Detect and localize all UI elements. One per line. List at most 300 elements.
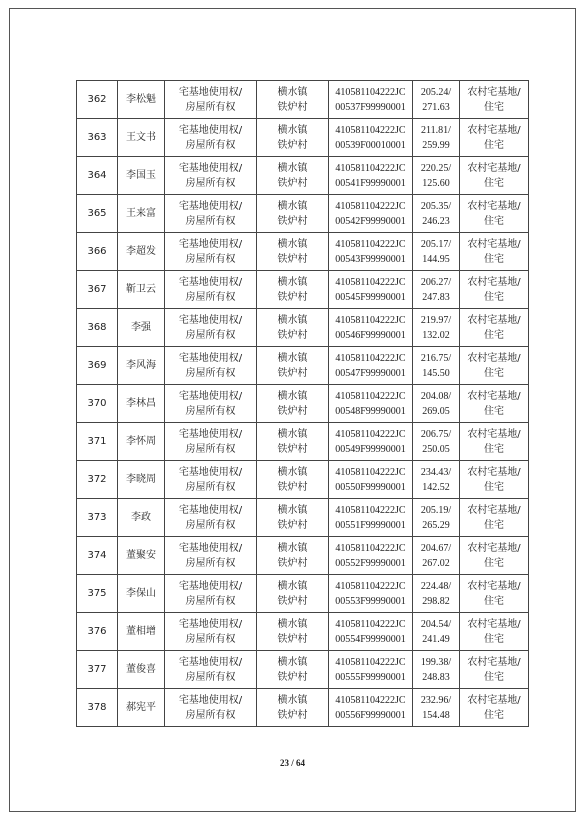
owner-name-cell: 李松魁 bbox=[118, 81, 165, 119]
location-cell bbox=[257, 271, 329, 309]
area-value-line: 204.54/ bbox=[420, 618, 452, 630]
land-usage-cell bbox=[460, 537, 529, 575]
unit-code-line: 410581104222JC bbox=[335, 428, 406, 440]
unit-code-line: 410581104222JC bbox=[335, 352, 406, 364]
row-number-cell: 369 bbox=[77, 347, 118, 385]
land-usage-cell bbox=[460, 499, 529, 537]
location-cell bbox=[257, 651, 329, 689]
location-line: 横水镇 bbox=[277, 200, 308, 212]
table-row bbox=[77, 347, 529, 385]
table-row bbox=[77, 537, 529, 575]
location-line: 铁炉村 bbox=[277, 633, 308, 645]
area-value-line: 204.08/ bbox=[420, 390, 452, 402]
location-cell bbox=[257, 119, 329, 157]
right-type-line: 房屋所有权 bbox=[185, 291, 236, 303]
area-value-line: 250.05 bbox=[422, 443, 450, 455]
location-line: 铁炉村 bbox=[277, 253, 308, 265]
right-type-line: 宅基地使用权/ bbox=[178, 200, 243, 212]
area-value-line: 298.82 bbox=[422, 595, 450, 607]
right-type-cell bbox=[165, 195, 257, 233]
land-usage-line: 农村宅基地/ bbox=[467, 124, 521, 136]
area-value-line: 267.02 bbox=[422, 557, 450, 569]
land-usage-cell bbox=[460, 195, 529, 233]
unit-code-cell bbox=[329, 537, 413, 575]
land-usage-cell bbox=[460, 423, 529, 461]
location-line: 铁炉村 bbox=[277, 291, 308, 303]
location-line: 铁炉村 bbox=[277, 367, 308, 379]
location-line: 铁炉村 bbox=[277, 671, 308, 683]
unit-code-line: 00555F99990001 bbox=[335, 671, 406, 683]
document-page bbox=[9, 8, 576, 812]
area-value-line: 247.83 bbox=[422, 291, 450, 303]
right-type-line: 宅基地使用权/ bbox=[178, 580, 243, 592]
area-value-line: 232.96/ bbox=[420, 694, 452, 706]
land-usage-cell bbox=[460, 271, 529, 309]
unit-code-line: 410581104222JC bbox=[335, 466, 406, 478]
land-usage-cell bbox=[460, 81, 529, 119]
land-usage-cell bbox=[460, 651, 529, 689]
area-value-line: 269.05 bbox=[422, 405, 450, 417]
right-type-line: 房屋所有权 bbox=[185, 329, 236, 341]
location-line: 横水镇 bbox=[277, 694, 308, 706]
table-row bbox=[77, 689, 529, 727]
right-type-cell bbox=[165, 689, 257, 727]
land-usage-line: 住宅 bbox=[484, 557, 504, 569]
right-type-line: 宅基地使用权/ bbox=[178, 238, 243, 250]
unit-code-cell bbox=[329, 119, 413, 157]
land-usage-line: 住宅 bbox=[484, 215, 504, 227]
right-type-line: 宅基地使用权/ bbox=[178, 86, 243, 98]
table-row bbox=[77, 461, 529, 499]
area-value-line: 204.67/ bbox=[420, 542, 452, 554]
unit-code-cell bbox=[329, 233, 413, 271]
unit-code-line: 410581104222JC bbox=[335, 390, 406, 402]
right-type-cell bbox=[165, 499, 257, 537]
area-value-line: 271.63 bbox=[422, 101, 450, 113]
table-row bbox=[77, 613, 529, 651]
right-type-line: 房屋所有权 bbox=[185, 253, 236, 265]
table-row bbox=[77, 309, 529, 347]
row-number-cell: 365 bbox=[77, 195, 118, 233]
land-usage-line: 住宅 bbox=[484, 101, 504, 113]
location-line: 横水镇 bbox=[277, 504, 308, 516]
land-usage-line: 农村宅基地/ bbox=[467, 390, 521, 402]
right-type-line: 房屋所有权 bbox=[185, 215, 236, 227]
location-cell bbox=[257, 689, 329, 727]
location-cell bbox=[257, 195, 329, 233]
row-number-cell: 372 bbox=[77, 461, 118, 499]
land-usage-cell bbox=[460, 119, 529, 157]
owner-name-cell: 董相增 bbox=[118, 613, 165, 651]
owner-name-cell: 李超发 bbox=[118, 233, 165, 271]
table-row bbox=[77, 233, 529, 271]
land-usage-line: 农村宅基地/ bbox=[467, 162, 521, 174]
unit-code-line: 410581104222JC bbox=[335, 656, 406, 668]
owner-name-cell: 李林昌 bbox=[118, 385, 165, 423]
table-row bbox=[77, 651, 529, 689]
area-value-cell bbox=[413, 385, 460, 423]
row-number-cell: 374 bbox=[77, 537, 118, 575]
area-value-cell bbox=[413, 651, 460, 689]
row-number-cell: 362 bbox=[77, 81, 118, 119]
location-line: 横水镇 bbox=[277, 580, 308, 592]
right-type-line: 宅基地使用权/ bbox=[178, 352, 243, 364]
location-line: 铁炉村 bbox=[277, 595, 308, 607]
right-type-line: 宅基地使用权/ bbox=[178, 618, 243, 630]
location-line: 横水镇 bbox=[277, 390, 308, 402]
right-type-line: 宅基地使用权/ bbox=[178, 124, 243, 136]
unit-code-cell bbox=[329, 157, 413, 195]
unit-code-line: 00552F99990001 bbox=[335, 557, 406, 569]
land-usage-line: 农村宅基地/ bbox=[467, 352, 521, 364]
right-type-line: 宅基地使用权/ bbox=[178, 428, 243, 440]
area-value-cell bbox=[413, 119, 460, 157]
table-body bbox=[77, 81, 529, 727]
area-value-cell bbox=[413, 461, 460, 499]
unit-code-cell bbox=[329, 461, 413, 499]
table-row bbox=[77, 195, 529, 233]
location-line: 铁炉村 bbox=[277, 405, 308, 417]
area-value-line: 205.19/ bbox=[420, 504, 452, 516]
unit-code-line: 00554F99990001 bbox=[335, 633, 406, 645]
table-row bbox=[77, 81, 529, 119]
location-line: 横水镇 bbox=[277, 656, 308, 668]
owner-name-cell: 李风海 bbox=[118, 347, 165, 385]
row-number-cell: 366 bbox=[77, 233, 118, 271]
unit-code-line: 410581104222JC bbox=[335, 618, 406, 630]
unit-code-cell bbox=[329, 651, 413, 689]
table-row bbox=[77, 119, 529, 157]
unit-code-line: 410581104222JC bbox=[335, 314, 406, 326]
land-usage-line: 农村宅基地/ bbox=[467, 466, 521, 478]
area-value-cell bbox=[413, 423, 460, 461]
row-number-cell: 378 bbox=[77, 689, 118, 727]
location-cell bbox=[257, 499, 329, 537]
location-cell bbox=[257, 613, 329, 651]
right-type-line: 宅基地使用权/ bbox=[178, 276, 243, 288]
table-row bbox=[77, 499, 529, 537]
area-value-line: 132.02 bbox=[422, 329, 450, 341]
table-row bbox=[77, 385, 529, 423]
right-type-cell bbox=[165, 613, 257, 651]
unit-code-line: 00553F99990001 bbox=[335, 595, 406, 607]
right-type-cell bbox=[165, 119, 257, 157]
location-line: 横水镇 bbox=[277, 618, 308, 630]
row-number-cell: 371 bbox=[77, 423, 118, 461]
location-line: 横水镇 bbox=[277, 352, 308, 364]
table-row bbox=[77, 423, 529, 461]
location-line: 横水镇 bbox=[277, 276, 308, 288]
row-number-cell: 367 bbox=[77, 271, 118, 309]
land-usage-line: 农村宅基地/ bbox=[467, 238, 521, 250]
area-value-line: 205.24/ bbox=[420, 86, 452, 98]
area-value-line: 206.75/ bbox=[420, 428, 452, 440]
right-type-line: 宅基地使用权/ bbox=[178, 466, 243, 478]
registration-table bbox=[76, 80, 529, 727]
right-type-cell bbox=[165, 575, 257, 613]
right-type-cell bbox=[165, 233, 257, 271]
land-usage-line: 住宅 bbox=[484, 519, 504, 531]
land-usage-line: 住宅 bbox=[484, 139, 504, 151]
location-line: 铁炉村 bbox=[277, 101, 308, 113]
land-usage-cell bbox=[460, 613, 529, 651]
unit-code-line: 00550F99990001 bbox=[335, 481, 406, 493]
unit-code-cell bbox=[329, 499, 413, 537]
area-value-line: 219.97/ bbox=[420, 314, 452, 326]
row-number-cell: 377 bbox=[77, 651, 118, 689]
land-usage-line: 住宅 bbox=[484, 405, 504, 417]
row-number-cell: 370 bbox=[77, 385, 118, 423]
owner-name-cell: 靳卫云 bbox=[118, 271, 165, 309]
area-value-line: 154.48 bbox=[422, 709, 450, 721]
area-value-cell bbox=[413, 309, 460, 347]
area-value-cell bbox=[413, 537, 460, 575]
area-value-cell bbox=[413, 575, 460, 613]
unit-code-line: 00542F99990001 bbox=[335, 215, 406, 227]
land-usage-line: 住宅 bbox=[484, 329, 504, 341]
location-line: 横水镇 bbox=[277, 428, 308, 440]
land-usage-cell bbox=[460, 157, 529, 195]
unit-code-line: 410581104222JC bbox=[335, 124, 406, 136]
unit-code-line: 00546F99990001 bbox=[335, 329, 406, 341]
area-value-line: 216.75/ bbox=[420, 352, 452, 364]
owner-name-cell: 李怀周 bbox=[118, 423, 165, 461]
area-value-cell bbox=[413, 347, 460, 385]
right-type-line: 宅基地使用权/ bbox=[178, 314, 243, 326]
area-value-line: 248.83 bbox=[422, 671, 450, 683]
land-usage-line: 住宅 bbox=[484, 595, 504, 607]
right-type-line: 宅基地使用权/ bbox=[178, 390, 243, 402]
row-number-cell: 373 bbox=[77, 499, 118, 537]
land-usage-line: 农村宅基地/ bbox=[467, 694, 521, 706]
area-value-line: 241.49 bbox=[422, 633, 450, 645]
unit-code-line: 00556F99990001 bbox=[335, 709, 406, 721]
land-usage-line: 农村宅基地/ bbox=[467, 618, 521, 630]
owner-name-cell: 王文书 bbox=[118, 119, 165, 157]
area-value-line: 234.43/ bbox=[420, 466, 452, 478]
unit-code-line: 00551F99990001 bbox=[335, 519, 406, 531]
unit-code-cell bbox=[329, 689, 413, 727]
table-row bbox=[77, 157, 529, 195]
right-type-cell bbox=[165, 651, 257, 689]
location-line: 铁炉村 bbox=[277, 329, 308, 341]
unit-code-line: 00547F99990001 bbox=[335, 367, 406, 379]
owner-name-cell: 董俊喜 bbox=[118, 651, 165, 689]
right-type-cell bbox=[165, 537, 257, 575]
land-usage-line: 农村宅基地/ bbox=[467, 542, 521, 554]
row-number-cell: 375 bbox=[77, 575, 118, 613]
row-number-cell: 368 bbox=[77, 309, 118, 347]
unit-code-cell bbox=[329, 309, 413, 347]
right-type-line: 房屋所有权 bbox=[185, 671, 236, 683]
unit-code-line: 00539F00010001 bbox=[335, 139, 406, 151]
right-type-line: 房屋所有权 bbox=[185, 101, 236, 113]
unit-code-cell bbox=[329, 271, 413, 309]
unit-code-cell bbox=[329, 423, 413, 461]
location-cell bbox=[257, 81, 329, 119]
unit-code-line: 00541F99990001 bbox=[335, 177, 406, 189]
right-type-cell bbox=[165, 423, 257, 461]
land-usage-line: 住宅 bbox=[484, 291, 504, 303]
land-usage-line: 农村宅基地/ bbox=[467, 200, 521, 212]
land-usage-cell bbox=[460, 385, 529, 423]
area-value-line: 205.17/ bbox=[420, 238, 452, 250]
location-line: 横水镇 bbox=[277, 238, 308, 250]
row-number-cell: 363 bbox=[77, 119, 118, 157]
land-usage-line: 住宅 bbox=[484, 177, 504, 189]
unit-code-line: 410581104222JC bbox=[335, 238, 406, 250]
land-usage-line: 农村宅基地/ bbox=[467, 86, 521, 98]
area-value-cell bbox=[413, 689, 460, 727]
land-usage-cell bbox=[460, 461, 529, 499]
right-type-line: 房屋所有权 bbox=[185, 557, 236, 569]
area-value-cell bbox=[413, 271, 460, 309]
area-value-cell bbox=[413, 499, 460, 537]
right-type-line: 宅基地使用权/ bbox=[178, 504, 243, 516]
unit-code-cell bbox=[329, 613, 413, 651]
land-usage-line: 住宅 bbox=[484, 481, 504, 493]
unit-code-line: 00545F99990001 bbox=[335, 291, 406, 303]
unit-code-cell bbox=[329, 81, 413, 119]
location-line: 铁炉村 bbox=[277, 139, 308, 151]
location-line: 横水镇 bbox=[277, 542, 308, 554]
right-type-cell bbox=[165, 157, 257, 195]
land-usage-line: 住宅 bbox=[484, 253, 504, 265]
land-usage-line: 农村宅基地/ bbox=[467, 580, 521, 592]
table-row bbox=[77, 271, 529, 309]
area-value-line: 224.48/ bbox=[420, 580, 452, 592]
unit-code-line: 410581104222JC bbox=[335, 86, 406, 98]
unit-code-line: 410581104222JC bbox=[335, 694, 406, 706]
area-value-line: 220.25/ bbox=[420, 162, 452, 174]
right-type-line: 宅基地使用权/ bbox=[178, 542, 243, 554]
right-type-line: 宅基地使用权/ bbox=[178, 694, 243, 706]
location-cell bbox=[257, 461, 329, 499]
area-value-line: 205.35/ bbox=[420, 200, 452, 212]
right-type-line: 宅基地使用权/ bbox=[178, 162, 243, 174]
right-type-cell bbox=[165, 81, 257, 119]
right-type-line: 房屋所有权 bbox=[185, 177, 236, 189]
row-number-cell: 376 bbox=[77, 613, 118, 651]
right-type-cell bbox=[165, 461, 257, 499]
unit-code-line: 410581104222JC bbox=[335, 504, 406, 516]
page-number: 23 / 64 bbox=[279, 758, 305, 768]
owner-name-cell: 李晓周 bbox=[118, 461, 165, 499]
location-line: 横水镇 bbox=[277, 86, 308, 98]
area-value-cell bbox=[413, 233, 460, 271]
owner-name-cell: 郝宪平 bbox=[118, 689, 165, 727]
location-line: 铁炉村 bbox=[277, 519, 308, 531]
land-usage-line: 农村宅基地/ bbox=[467, 656, 521, 668]
unit-code-line: 410581104222JC bbox=[335, 200, 406, 212]
area-value-line: 259.99 bbox=[422, 139, 450, 151]
right-type-line: 房屋所有权 bbox=[185, 405, 236, 417]
location-line: 铁炉村 bbox=[277, 177, 308, 189]
unit-code-line: 410581104222JC bbox=[335, 276, 406, 288]
owner-name-cell: 李国玉 bbox=[118, 157, 165, 195]
owner-name-cell: 王来富 bbox=[118, 195, 165, 233]
location-cell bbox=[257, 157, 329, 195]
right-type-line: 房屋所有权 bbox=[185, 519, 236, 531]
land-usage-line: 住宅 bbox=[484, 633, 504, 645]
location-line: 铁炉村 bbox=[277, 709, 308, 721]
unit-code-cell bbox=[329, 385, 413, 423]
right-type-line: 房屋所有权 bbox=[185, 633, 236, 645]
area-value-line: 145.50 bbox=[422, 367, 450, 379]
owner-name-cell: 李强 bbox=[118, 309, 165, 347]
unit-code-line: 410581104222JC bbox=[335, 542, 406, 554]
location-line: 横水镇 bbox=[277, 314, 308, 326]
unit-code-cell bbox=[329, 575, 413, 613]
area-value-line: 142.52 bbox=[422, 481, 450, 493]
right-type-cell bbox=[165, 347, 257, 385]
right-type-cell bbox=[165, 271, 257, 309]
area-value-line: 125.60 bbox=[422, 177, 450, 189]
unit-code-line: 410581104222JC bbox=[335, 580, 406, 592]
land-usage-cell bbox=[460, 689, 529, 727]
right-type-line: 房屋所有权 bbox=[185, 595, 236, 607]
area-value-cell bbox=[413, 195, 460, 233]
location-line: 横水镇 bbox=[277, 124, 308, 136]
owner-name-cell: 李保山 bbox=[118, 575, 165, 613]
land-usage-line: 农村宅基地/ bbox=[467, 276, 521, 288]
location-cell bbox=[257, 233, 329, 271]
location-cell bbox=[257, 537, 329, 575]
land-usage-line: 农村宅基地/ bbox=[467, 504, 521, 516]
location-line: 横水镇 bbox=[277, 162, 308, 174]
right-type-line: 房屋所有权 bbox=[185, 139, 236, 151]
area-value-line: 199.38/ bbox=[420, 656, 452, 668]
unit-code-line: 00543F99990001 bbox=[335, 253, 406, 265]
area-value-line: 144.95 bbox=[422, 253, 450, 265]
right-type-line: 房屋所有权 bbox=[185, 443, 236, 455]
unit-code-cell bbox=[329, 347, 413, 385]
area-value-line: 246.23 bbox=[422, 215, 450, 227]
right-type-cell bbox=[165, 309, 257, 347]
owner-name-cell: 李政 bbox=[118, 499, 165, 537]
location-line: 铁炉村 bbox=[277, 481, 308, 493]
location-cell bbox=[257, 575, 329, 613]
unit-code-cell bbox=[329, 195, 413, 233]
location-line: 铁炉村 bbox=[277, 557, 308, 569]
right-type-line: 房屋所有权 bbox=[185, 367, 236, 379]
unit-code-line: 00549F99990001 bbox=[335, 443, 406, 455]
right-type-cell bbox=[165, 385, 257, 423]
area-value-cell bbox=[413, 157, 460, 195]
area-value-cell bbox=[413, 81, 460, 119]
row-number-cell: 364 bbox=[77, 157, 118, 195]
land-usage-cell bbox=[460, 233, 529, 271]
land-usage-line: 住宅 bbox=[484, 443, 504, 455]
owner-name-cell: 董聚安 bbox=[118, 537, 165, 575]
unit-code-line: 00537F99990001 bbox=[335, 101, 406, 113]
right-type-line: 房屋所有权 bbox=[185, 709, 236, 721]
land-usage-line: 农村宅基地/ bbox=[467, 314, 521, 326]
table-row bbox=[77, 575, 529, 613]
area-value-cell bbox=[413, 613, 460, 651]
location-line: 横水镇 bbox=[277, 466, 308, 478]
land-usage-line: 住宅 bbox=[484, 709, 504, 721]
land-usage-cell bbox=[460, 575, 529, 613]
right-type-line: 房屋所有权 bbox=[185, 481, 236, 493]
area-value-line: 265.29 bbox=[422, 519, 450, 531]
location-cell bbox=[257, 385, 329, 423]
land-usage-line: 住宅 bbox=[484, 367, 504, 379]
location-line: 铁炉村 bbox=[277, 443, 308, 455]
unit-code-line: 410581104222JC bbox=[335, 162, 406, 174]
location-line: 铁炉村 bbox=[277, 215, 308, 227]
unit-code-line: 00548F99990001 bbox=[335, 405, 406, 417]
